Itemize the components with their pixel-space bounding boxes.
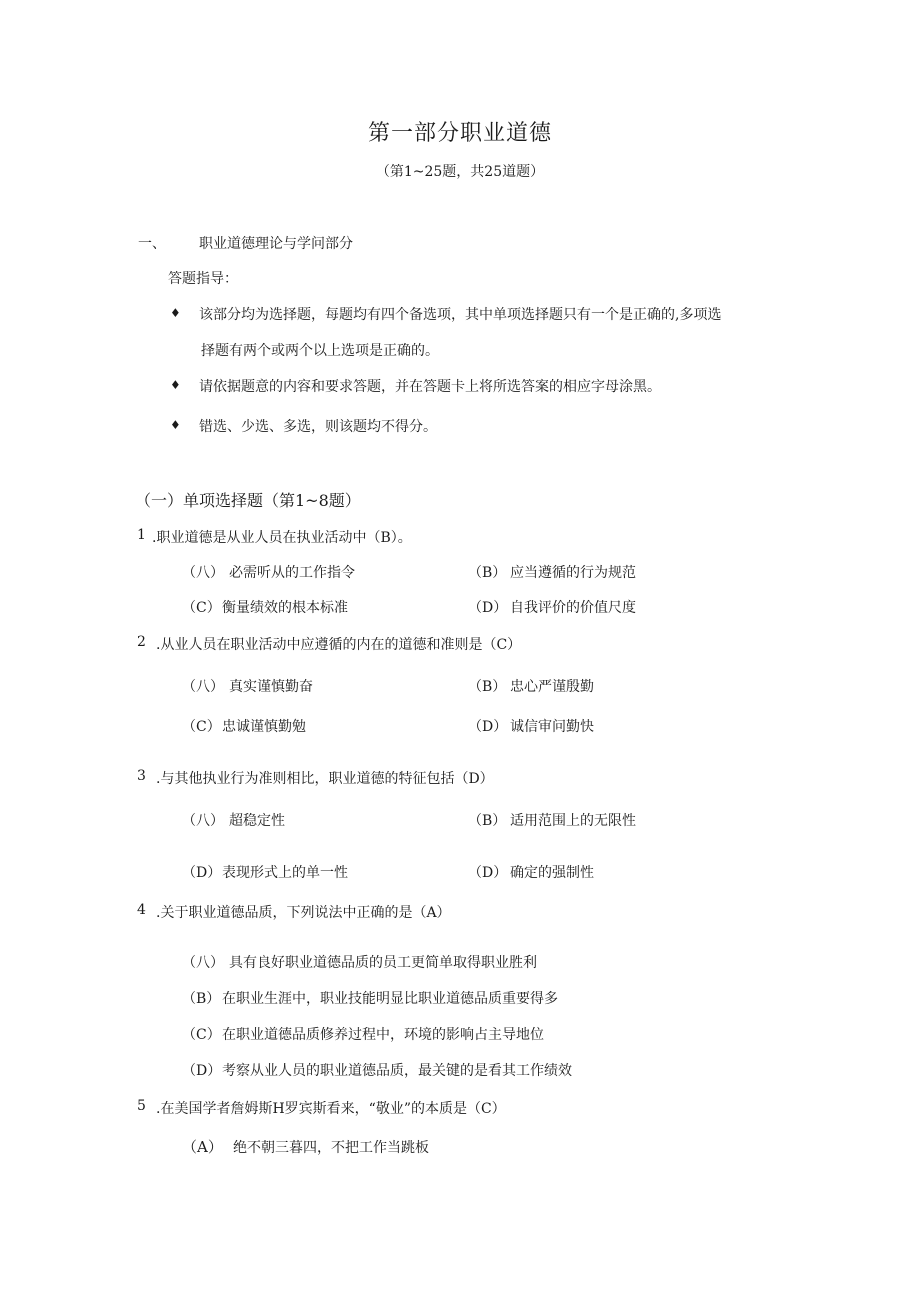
option-text: 必需听从的工作指令 — [229, 565, 355, 581]
question-number: 3 — [137, 768, 146, 784]
guide-label: 答题指导： — [168, 271, 238, 287]
option-label: （B） — [468, 565, 507, 581]
option-text: 诚信审问勤快 — [510, 719, 594, 735]
option-label: （B） — [468, 813, 507, 829]
option-label: （八） — [182, 565, 224, 581]
bullet-text: 错选、少选、多选，则该题均不得分。 — [199, 419, 437, 435]
option-label: （A） — [182, 1138, 223, 1156]
part-heading: （一）单项选择题（第1~8题） — [135, 491, 361, 510]
option-text: 应当遵循的行为规范 — [510, 565, 636, 581]
bullet-icon: ♦ — [170, 306, 181, 320]
option-text: 忠心严谨殷勤 — [510, 679, 594, 695]
question-text: .关于职业道德品质，下列说法中正确的是（A） — [156, 905, 451, 921]
option-text: 适用范围上的无限性 — [510, 813, 636, 829]
section-heading: 职业道德理论与学问部分 — [199, 236, 353, 252]
option-text: 确定的强制性 — [510, 865, 594, 881]
bullet-text: 请依据题意的内容和要求答题，并在答题卡上将所选答案的相应字母涂黑。 — [199, 379, 661, 395]
question-number: 4 — [137, 902, 146, 918]
question-text: .从业人员在职业活动中应遵循的内在的道德和准则是（C） — [156, 637, 522, 653]
option-text: 考察从业人员的职业道德品质，最关键的是看其工作绩效 — [222, 1063, 572, 1079]
bullet-text-continued: 择题有两个或两个以上选项是正确的。 — [201, 343, 439, 359]
question-number: 1 — [137, 527, 146, 543]
option-label: （C） — [182, 600, 221, 616]
option-text: 绝不朝三暮四，不把工作当跳板 — [233, 1140, 429, 1156]
option-text: 表现形式上的单一性 — [222, 865, 348, 881]
question-number: 2 — [137, 634, 146, 650]
option-label: （D） — [468, 719, 508, 735]
option-label: （D） — [468, 865, 508, 881]
option-label: （D） — [182, 865, 222, 881]
bullet-icon: ♦ — [170, 378, 181, 392]
page-subtitle: （第1~25题，共25道题） — [375, 164, 545, 180]
option-text: 在职业生涯中，职业技能明显比职业道德品质重要得多 — [222, 991, 558, 1007]
option-text: 超稳定性 — [229, 813, 285, 829]
option-label: （C） — [182, 719, 221, 735]
question-text: .在美国学者詹姆斯H罗宾斯看来，“敬业”的本质是（C） — [156, 1101, 506, 1117]
option-text: 具有良好职业道德品质的员工更简单取得职业胜利 — [229, 955, 537, 971]
question-text: .职业道德是从业人员在执业活动中（B）。 — [152, 530, 412, 546]
option-label: （D） — [468, 600, 508, 616]
option-text: 真实谨慎勤奋 — [229, 679, 313, 695]
option-label: （B） — [182, 991, 221, 1007]
option-text: 忠诚谨慎勤勉 — [222, 719, 306, 735]
option-text: 衡量绩效的根本标准 — [222, 600, 348, 616]
option-text: 在职业道德品质修养过程中，环境的影响占主导地位 — [222, 1027, 544, 1043]
option-label: （八） — [182, 813, 224, 829]
section-number: 一、 — [138, 236, 166, 252]
bullet-text: 该部分均为选择题，每题均有四个备选项，其中单项选择题只有一个是正确的,多项选 — [199, 307, 722, 323]
option-label: （B） — [468, 679, 507, 695]
option-label: （D） — [182, 1063, 222, 1079]
option-text: 自我评价的价值尺度 — [510, 600, 636, 616]
option-label: （八） — [182, 679, 224, 695]
option-label: （C） — [182, 1027, 221, 1043]
bullet-icon: ♦ — [170, 418, 181, 432]
question-text: .与其他执业行为准则相比，职业道德的特征包括（D） — [156, 771, 494, 787]
option-label: （八） — [182, 955, 224, 971]
page-title: 第一部分职业道德 — [367, 121, 552, 146]
question-number: 5 — [137, 1098, 146, 1114]
